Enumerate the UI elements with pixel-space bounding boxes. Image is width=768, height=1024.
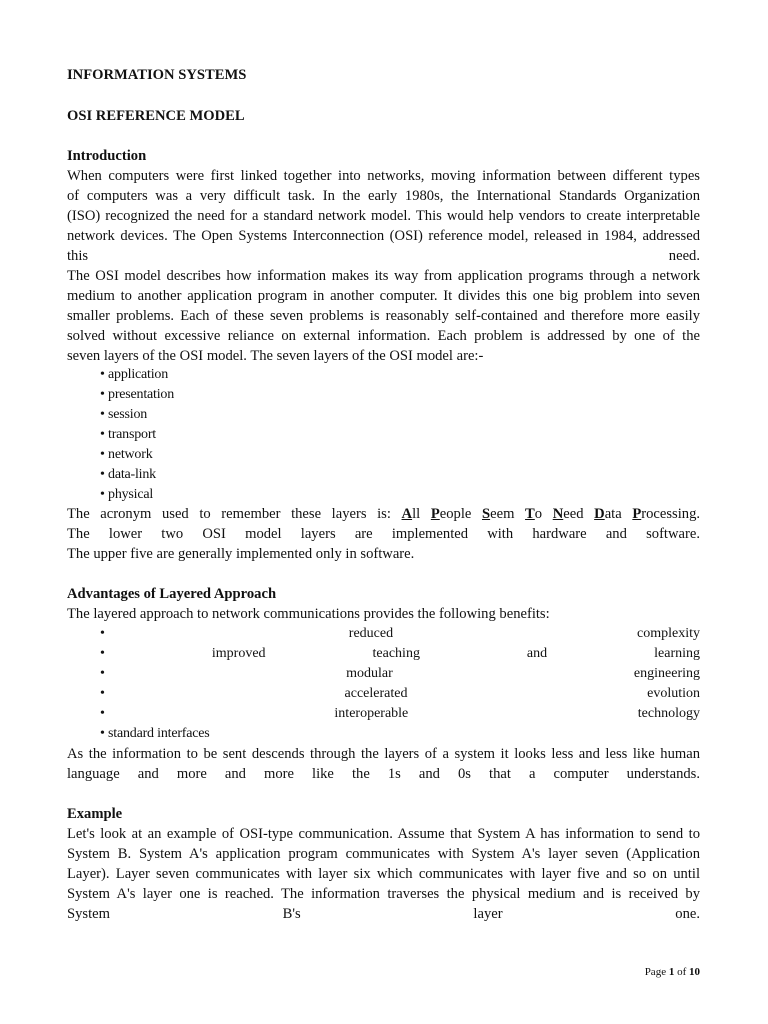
- paragraph-line: network devices. The Open Systems Interconnection (OSI) reference model, released in 1984, addressed: [67, 228, 700, 244]
- list-item: • interoperable technology: [100, 706, 700, 721]
- list-item-text: session: [108, 407, 148, 422]
- acronym-line: [67, 504, 700, 524]
- list-item: • data-link: [100, 467, 156, 482]
- paragraph-line: Layer). Layer seven communicates with layer six which communicates with layer five and so on until: [67, 866, 700, 882]
- of-label: of: [677, 966, 687, 978]
- paragraph-line: System A's layer one is reached. The information traverses the physical medium and is received by: [67, 886, 700, 902]
- acronym-word: People: [430, 506, 472, 522]
- list-item: • reduced complexity: [100, 626, 700, 641]
- paragraph-line: language and more and more like the 1s and 0s that a computer understands.: [67, 766, 700, 782]
- list-item: • presentation: [100, 387, 175, 402]
- list-item-text: standard interfaces: [108, 726, 210, 741]
- list-item: • improved teaching and learning: [100, 646, 700, 661]
- paragraph-line: medium to another application program in another computer. It divides this one big problem into seven: [67, 288, 700, 304]
- paragraph-line: The lower two OSI model layers are implemented with hardware and software.: [67, 526, 700, 542]
- list-item: • physical: [100, 487, 154, 502]
- intro-heading: Introduction: [67, 148, 147, 164]
- list-item: • application: [100, 367, 169, 382]
- paragraph-line: When computers were first linked together into networks, moving information between different types: [67, 168, 700, 184]
- paragraph-line: smaller problems. Each of these seven problems is reasonably self-contained and therefore more easily: [67, 308, 700, 324]
- paragraph-line: seven layers of the OSI model. The seven layers of the OSI model are:-: [67, 348, 484, 364]
- document-title: INFORMATION SYSTEMS: [67, 67, 247, 83]
- section-title: OSI REFERENCE MODEL: [67, 108, 245, 124]
- advantages-heading: Advantages of Layered Approach: [67, 586, 277, 602]
- acronym-word: To: [525, 506, 543, 522]
- page-number: [645, 966, 700, 978]
- list-item: • accelerated evolution: [100, 686, 700, 701]
- acronym-word: Processing.: [632, 506, 701, 522]
- acronym-word: Data: [594, 506, 622, 522]
- paragraph-line: System B's layer one.: [67, 906, 700, 922]
- paragraph-line: solved without excessive reliance on external information. Each problem is addressed by one of the: [67, 328, 700, 344]
- paragraph-line: System B. System A's application program communicates with System A's layer seven (Application: [67, 846, 700, 862]
- page-label: Page: [644, 966, 667, 978]
- acronym-word: All: [401, 506, 421, 522]
- paragraph-line: The upper five are generally implemented only in software.: [67, 546, 415, 562]
- example-heading: Example: [67, 806, 123, 822]
- list-item: • transport: [100, 427, 156, 442]
- list-item-text: transport: [108, 427, 156, 442]
- paragraph-line: As the information to be sent descends through the layers of a system it looks less and less like human: [67, 746, 700, 762]
- acronym-word: Need: [552, 506, 584, 522]
- paragraph-line: (ISO) recognized the need for a standard network model. This would help vendors to create interpretable: [67, 208, 700, 224]
- list-item-text: network: [108, 447, 153, 462]
- current-page: 1: [668, 966, 675, 978]
- acronym-word: Seem: [481, 506, 515, 522]
- list-item: • network: [100, 447, 153, 462]
- list-item-text: data-link: [108, 467, 156, 482]
- total-pages: 10: [689, 966, 700, 978]
- list-item: • session: [100, 407, 148, 422]
- paragraph-line: this need.: [67, 248, 700, 264]
- paragraph-line: Let's look at an example of OSI-type communication. Assume that System A has information to send to: [67, 826, 700, 842]
- list-item-text: physical: [108, 487, 154, 502]
- list-item-text: presentation: [108, 387, 175, 402]
- acronym-prefix: The acronym used to remember these layers is:: [67, 506, 391, 522]
- list-item: • modular engineering: [100, 666, 700, 681]
- paragraph-line: The OSI model describes how information makes its way from application programs through a network: [67, 268, 700, 284]
- list-item: • standard interfaces: [100, 726, 210, 741]
- advantages-intro: The layered approach to network communications provides the following benefits:: [67, 606, 550, 622]
- paragraph-line: of computers was a very difficult task. In the early 1980s, the International Standards Organization: [67, 188, 700, 204]
- list-item-text: application: [108, 367, 169, 382]
